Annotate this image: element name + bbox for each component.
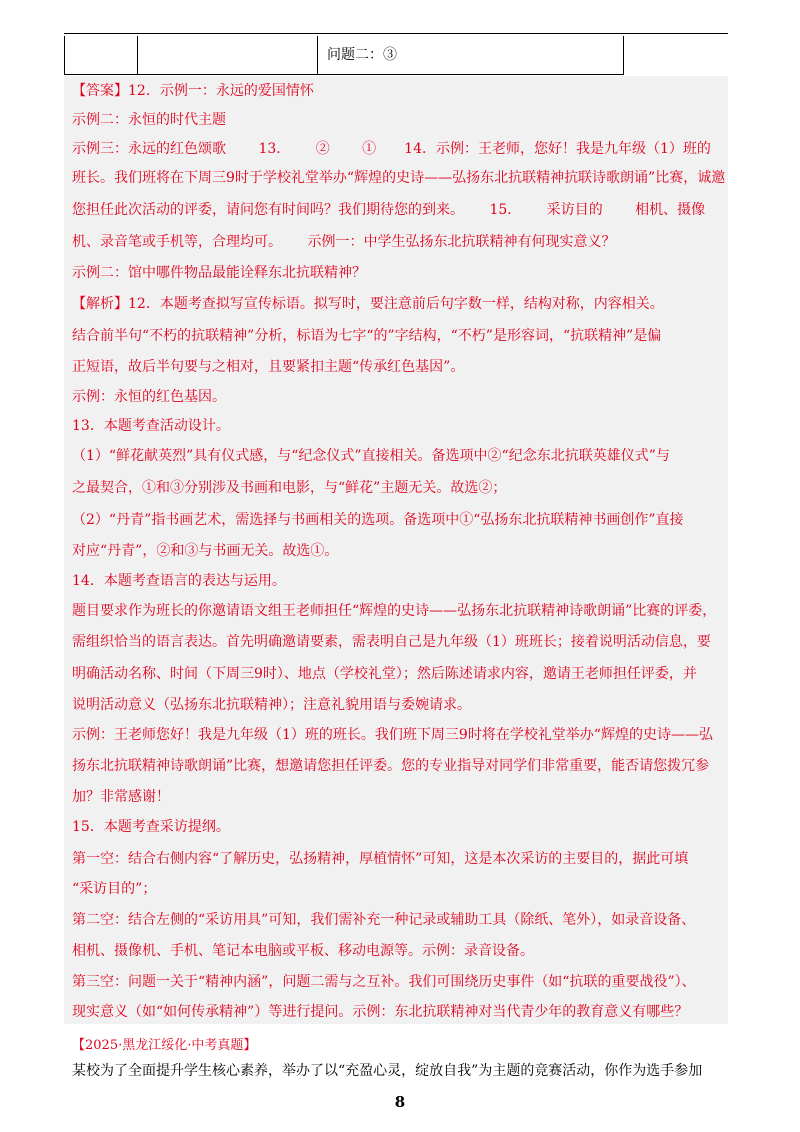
analysis-line: 明确活动名称、时间（下周三9时）、地点（学校礼堂）；然后陈述请求内容，邀请王老师担任评委，并: [72, 666, 697, 682]
analysis-line: 13．本题考查活动设计。: [72, 418, 230, 434]
table-cell-empty-2: [137, 36, 318, 74]
analysis-line: 现实意义（如“如何传承精神”）等进行提问。示例：东北抗联精神对当代青少年的教育意义有哪些？: [72, 1004, 689, 1020]
analysis-line: 14．本题考查语言的表达与运用。: [72, 573, 286, 589]
question-table: [64, 36, 624, 75]
analysis-line: 示例：王老师您好！我是九年级（1）班的班长。我们班下周三9时将在学校礼堂举办“辉煌的史诗——弘: [72, 727, 713, 743]
table-cell-empty-1: [65, 36, 138, 74]
analysis-line: （1）“鲜花献英烈”具有仪式感，与“纪念仪式”直接相关。备选项中②“纪念东北抗联英雄仪式”与: [72, 448, 670, 464]
answer-line: 示例二：永恒的时代主题: [72, 112, 226, 128]
answer-line: 示例二：馆中哪件物品最能诠释东北抗联精神？: [72, 265, 366, 281]
answer-line: 班长。我们班将在下周三9时于学校礼堂举办“辉煌的史诗——弘扬东北抗联精神抗联诗歌朗诵”比赛，诚邀: [72, 170, 726, 186]
analysis-line: 之最契合，①和③分别涉及书画和电影，与“鲜花”主题无关。故选②；: [72, 480, 507, 496]
page-number: 8: [394, 1093, 406, 1111]
analysis-line: 第二空：结合左侧的“采访用具”可知，我们需补充一种记录或辅助工具（除纸、笔外），如录音设备、: [72, 912, 696, 928]
source-tag: 【2025·黑龙江绥化·中考真题】: [72, 1038, 257, 1053]
analysis-line: 说明活动意义（弘扬东北抗联精神）；注意礼貌用语与委婉请求。: [72, 697, 471, 713]
analysis-line: 第三空：问题一关于“精神内涵”，问题二需与之互补。我们可围绕历史事件（如“抗联的重要战役”）、: [72, 974, 696, 990]
answer-line: 您担任此次活动的评委，请问您有时间吗？我们期待您的到来。 15． 采访目的 相机、摄像: [72, 202, 706, 218]
analysis-line: 相机、摄像机、手机、笔记本电脑或平板、移动电源等。示例：录音设备。: [72, 943, 534, 959]
analysis-line: 结合前半句“不朽的抗联精神”分析，标语为七字“的”字结构，“不朽”是形容词，“抗联精神”是偏: [72, 328, 662, 344]
analysis-line: 示例：永恒的红色基因。: [72, 389, 226, 405]
analysis-line: 第一空：结合右侧内容“了解历史，弘扬精神，厚植情怀”可知，这是本次采访的主要目的，据此可填: [72, 851, 689, 867]
analysis-line: 加？非常感谢！: [72, 789, 170, 805]
table-top-rule: [64, 33, 728, 34]
table-cell-question-two: 问题二：③: [327, 47, 397, 63]
analysis-line: 正短语，故后半句要与之相对，且要紧扣主题“传承红色基因”。: [72, 359, 465, 375]
analysis-line: 扬东北抗联精神诗歌朗诵”比赛，想邀请您担任评委。您的专业指导对同学们非常重要，能否请您拨冗参: [72, 758, 710, 774]
analysis-line: 对应“丹青”，②和③与书画无关。故选①。: [72, 543, 339, 559]
answer-line: 【答案】12．示例一：永远的爱国情怀: [72, 83, 314, 99]
question-intro: 某校为了全面提升学生核心素养，举办了以“充盈心灵，绽放自我”为主题的竞赛活动，你作为选手参加: [72, 1063, 703, 1079]
analysis-line: 需组织恰当的语言表达。首先明确邀请要素，需表明自己是九年级（1）班班长；接着说明活动信息，要: [72, 634, 711, 650]
analysis-line: 题目要求作为班长的你邀请语文组王老师担任“辉煌的史诗——弘扬东北抗联精神诗歌朗诵”比赛的评委，: [72, 603, 717, 619]
answer-line: 示例三：永远的红色颂歌 13． ② ① 14．示例：王老师，您好！我是九年级（1）班的: [72, 141, 711, 157]
answer-line: 机、录音笔或手机等，合理均可。 示例一：中学生弘扬东北抗联精神有何现实意义？: [72, 234, 616, 250]
analysis-line: 15．本题考查采访提纲。: [72, 819, 230, 835]
analysis-line: （2）“丹青”指书画艺术，需选择与书画相关的选项。备选项中①“弘扬东北抗联精神书画创作”直接: [72, 512, 684, 528]
analysis-line: “采访目的”；: [72, 881, 157, 897]
analysis-line: 【解析】12．本题考查拟写宣传标语。拟写时，要注意前后句字数一样，结构对称，内容相关。: [72, 296, 664, 312]
